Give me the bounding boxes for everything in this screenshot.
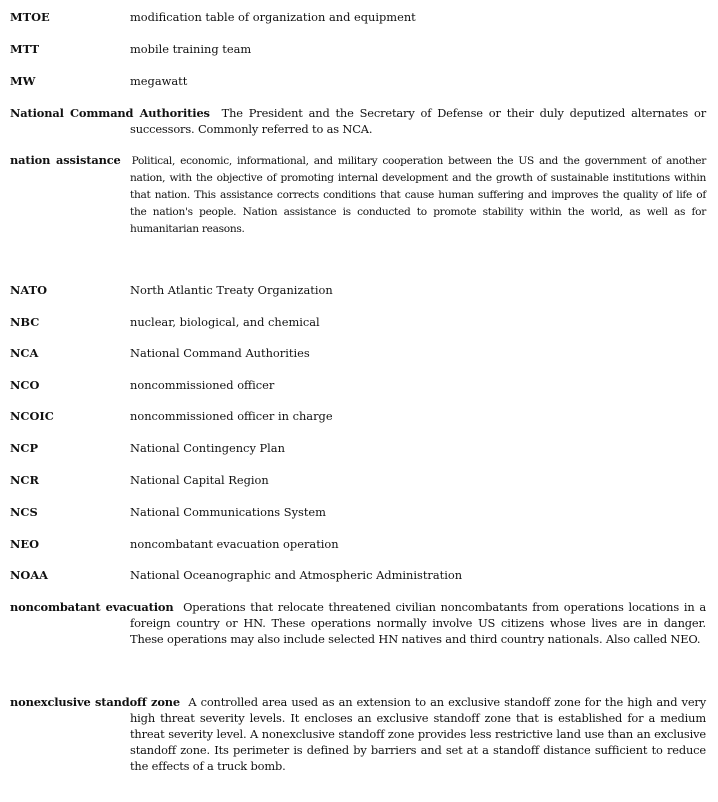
glossary-term: NATO bbox=[10, 283, 48, 297]
glossary-definition: North Atlantic Treaty Organization bbox=[130, 283, 333, 297]
glossary-definition: noncommissioned officer bbox=[130, 378, 275, 392]
glossary-term: nonexclusive standoff zone bbox=[10, 695, 181, 709]
glossary-entry-national-command-authorities bbox=[0, 105, 718, 137]
glossary-term: NCA bbox=[10, 346, 39, 360]
glossary-term: NCOIC bbox=[10, 409, 54, 423]
glossary-definition: mobile training team bbox=[130, 42, 252, 56]
glossary-definition: noncombatant evacuation operation bbox=[130, 537, 339, 551]
glossary-definition: nuclear, biological, and chemical bbox=[130, 315, 320, 329]
glossary-definition: National Contingency Plan bbox=[130, 441, 285, 455]
glossary-term: noncombatant evacuation bbox=[10, 600, 174, 614]
glossary-term: MW bbox=[10, 74, 36, 88]
glossary-term: NEO bbox=[10, 537, 40, 551]
glossary-term: MTT bbox=[10, 42, 40, 56]
glossary-term: NCP bbox=[10, 441, 39, 455]
glossary-term: NCS bbox=[10, 505, 38, 519]
glossary-definition: megawatt bbox=[130, 74, 188, 88]
glossary-definition: The President and the Secretary of Defense or their duly deputized alternates or successors. Commonly referred to as NCA. bbox=[130, 106, 707, 136]
glossary-term: NCR bbox=[10, 473, 39, 487]
glossary-definition: modification table of organization and equipment bbox=[130, 10, 416, 24]
glossary-term: nation assistance bbox=[10, 153, 121, 167]
glossary-definition: A controlled area used as an extension to an exclusive standoff zone for the high and very high threat severity levels. It encloses an exclusive standoff zone that is established for a medium threat severity level. A nonexclusive standoff zone provides less restrictive land use than an exclusive standoff zone. Its perimeter is defined by barriers and set at a standoff distance sufficient to reduce the effects of a truck bomb. bbox=[130, 695, 706, 773]
glossary-definition: noncommissioned officer in charge bbox=[130, 409, 333, 423]
glossary-definition: National Oceanographic and Atmospheric Administration bbox=[130, 568, 463, 582]
glossary-term: MTOE bbox=[10, 10, 50, 24]
glossary-entry-nonexclusive-standoff-zone bbox=[0, 694, 718, 774]
glossary-term: NCO bbox=[10, 378, 40, 392]
glossary-term: National Command Authorities bbox=[10, 106, 210, 120]
glossary-definition: National Communications System bbox=[130, 505, 326, 519]
glossary-definition: Operations that relocate threatened civilian noncombatants from operations locations in a foreign country or HN. These operations normally involve US citizens whose lives are in danger. These operations may also include selected HN natives and third country nationals. Also called NEO. bbox=[130, 600, 706, 646]
glossary-definition: National Command Authorities bbox=[130, 346, 310, 360]
glossary-definition: National Capital Region bbox=[130, 473, 269, 487]
glossary-term: NBC bbox=[10, 315, 40, 329]
glossary-entry-noncombatant-evacuation bbox=[0, 599, 718, 647]
glossary-entry-nation-assistance bbox=[0, 152, 718, 237]
glossary-definition: Political, economic, informational, and military cooperation between the US and the government of another nation, with the objective of promoting internal development and the growth of sustainable institutions within that nation. This assistance corrects conditions that cause human suffering and improves the quality of life of the nation's people. Nation assistance is conducted to promote stability within the world, as well as for humanitarian reasons. bbox=[130, 155, 706, 235]
glossary-term: NOAA bbox=[10, 568, 49, 582]
